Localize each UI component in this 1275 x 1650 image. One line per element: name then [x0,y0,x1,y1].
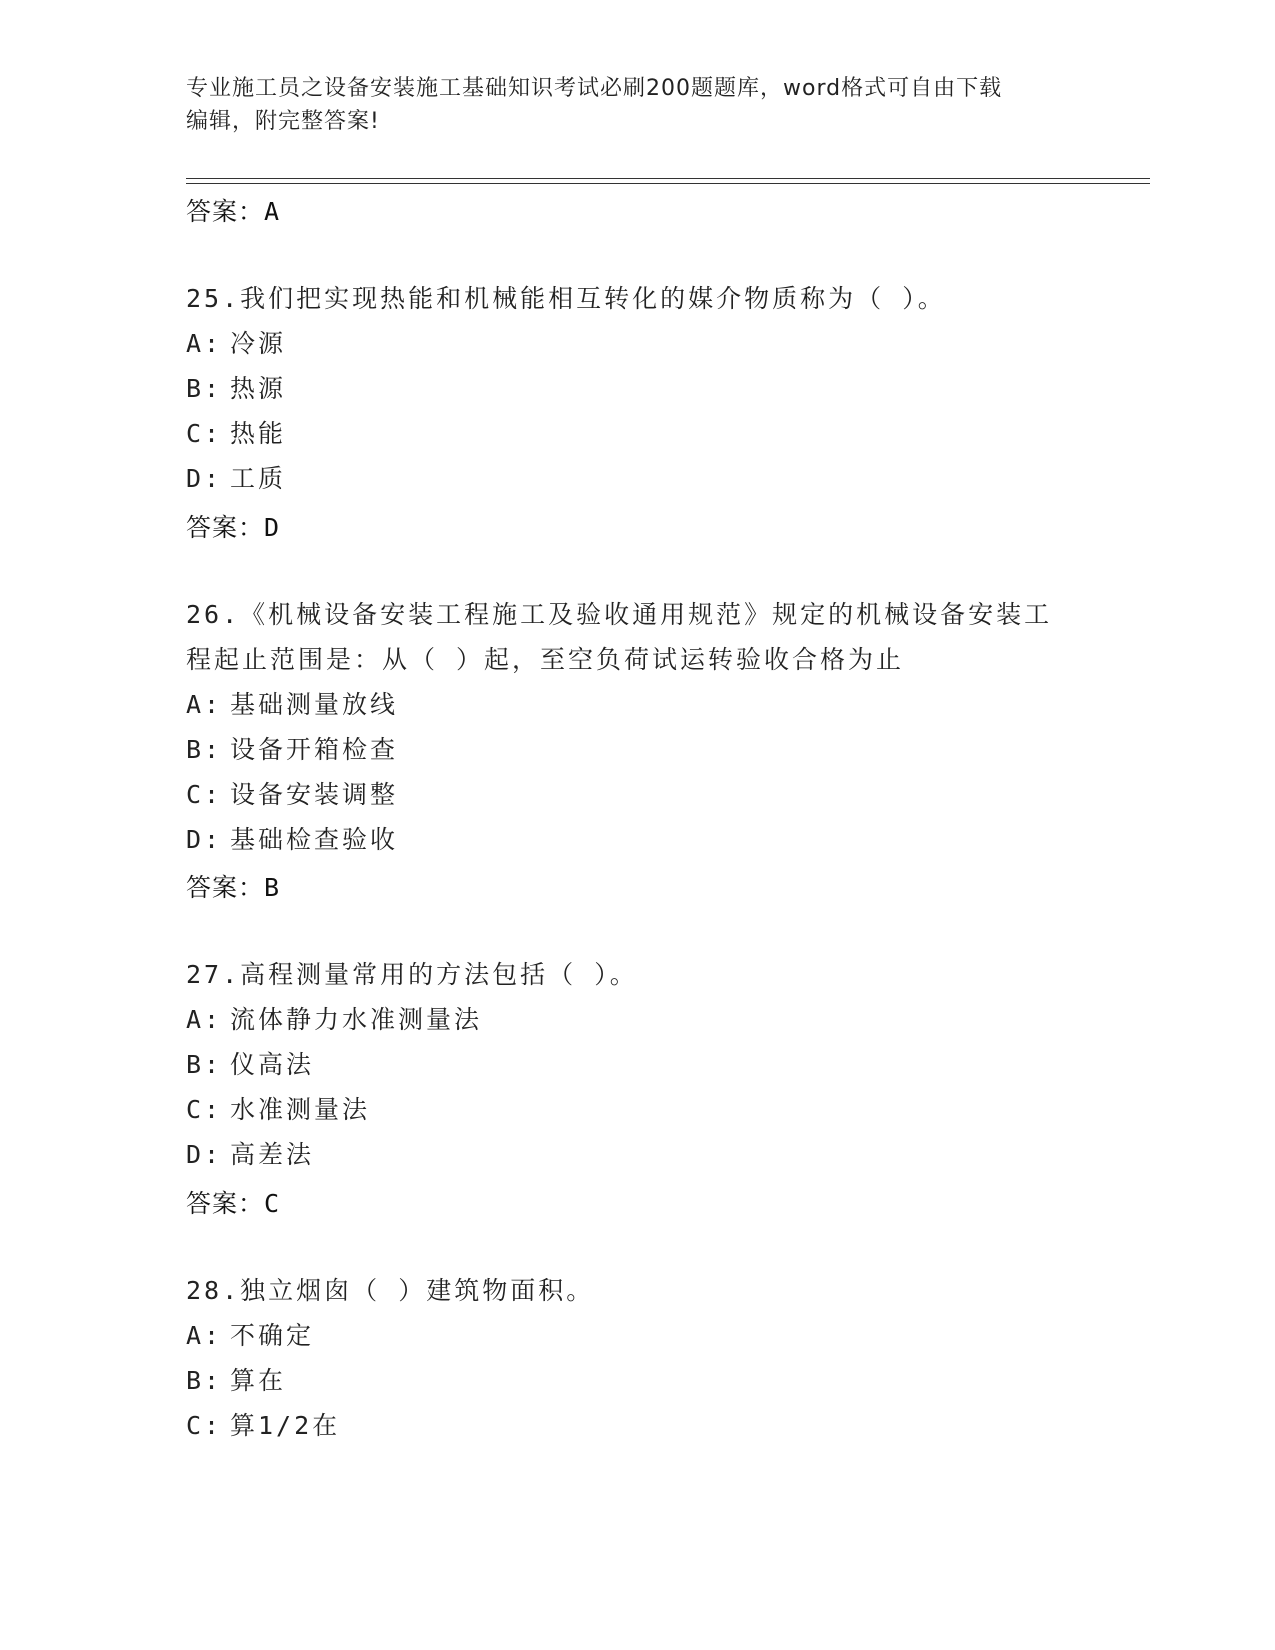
question-stem: 28.独立烟囱（ ）建筑物面积。 [186,1276,595,1305]
header-line-2: 编辑，附完整答案! [186,109,380,134]
option-d [186,1132,1076,1177]
option-b [186,727,1076,772]
option-key: A: [186,1005,223,1034]
option-key: D: [186,1140,223,1169]
option-key: D: [186,464,223,493]
option-text: 热源 [230,374,287,403]
question-stem-line-1: 26.《机械设备安装工程施工及验收通用规范》规定的机械设备安装工 [186,600,1053,629]
option-key: C: [186,1411,223,1440]
option-d [186,456,1076,501]
option-text: 算1/2在 [230,1411,341,1440]
option-key: B: [186,1050,223,1079]
option-a [186,321,1076,366]
answer-label: 答案： [186,1189,265,1218]
option-text: 基础检查验收 [230,825,399,854]
question-stem: 25.我们把实现热能和机械能相互转化的媒介物质称为（ ）。 [186,284,946,313]
answer-line [186,1184,280,1220]
option-c [186,411,1076,456]
option-text: 算在 [230,1366,287,1395]
option-c [186,1087,1076,1132]
header-divider-bottom [186,183,1150,184]
question-27 [186,952,1076,1177]
header-divider-top [186,178,1150,179]
option-key: A: [186,690,223,719]
option-text: 不确定 [230,1321,315,1350]
question-26 [186,592,1076,862]
answer-value: A [264,197,281,226]
option-key: B: [186,1366,223,1395]
option-key: B: [186,735,223,764]
answer-value: C [264,1189,281,1218]
option-key: A: [186,1321,223,1350]
option-b [186,1042,1076,1087]
option-c [186,772,1076,817]
option-text: 冷源 [230,329,287,358]
option-c [186,1403,1076,1448]
option-a [186,682,1076,727]
option-key: C: [186,419,223,448]
option-d [186,817,1076,862]
option-text: 流体静力水准测量法 [230,1005,483,1034]
option-text: 设备开箱检查 [230,735,399,764]
option-b [186,366,1076,411]
option-a [186,997,1076,1042]
option-key: B: [186,374,223,403]
answer-value: D [264,513,281,542]
question-25 [186,276,1076,501]
answer-label: 答案： [186,873,265,902]
option-key: A: [186,329,223,358]
option-key: C: [186,780,223,809]
option-text: 基础测量放线 [230,690,399,719]
answer-line [186,192,280,228]
question-28 [186,1268,1076,1448]
option-text: 工质 [230,464,287,493]
option-key: D: [186,825,223,854]
answer-line [186,508,280,544]
header-line-1: 专业施工员之设备安装施工基础知识考试必刷200题题库，word格式可自由下载 [186,76,1003,101]
option-text: 设备安装调整 [230,780,399,809]
answer-label: 答案： [186,513,265,542]
option-text: 水准测量法 [230,1095,371,1124]
answer-line [186,868,280,904]
question-stem: 27.高程测量常用的方法包括（ ）。 [186,960,638,989]
option-text: 高差法 [230,1140,315,1169]
option-key: C: [186,1095,223,1124]
question-stem-line-2: 程起止范围是：从（ ）起，至空负荷试运转验收合格为止 [186,645,905,674]
answer-label: 答案： [186,197,265,226]
option-a [186,1313,1076,1358]
option-text: 仪高法 [230,1050,315,1079]
option-b [186,1358,1076,1403]
document-header [186,72,1066,138]
option-text: 热能 [230,419,287,448]
answer-value: B [264,873,281,902]
